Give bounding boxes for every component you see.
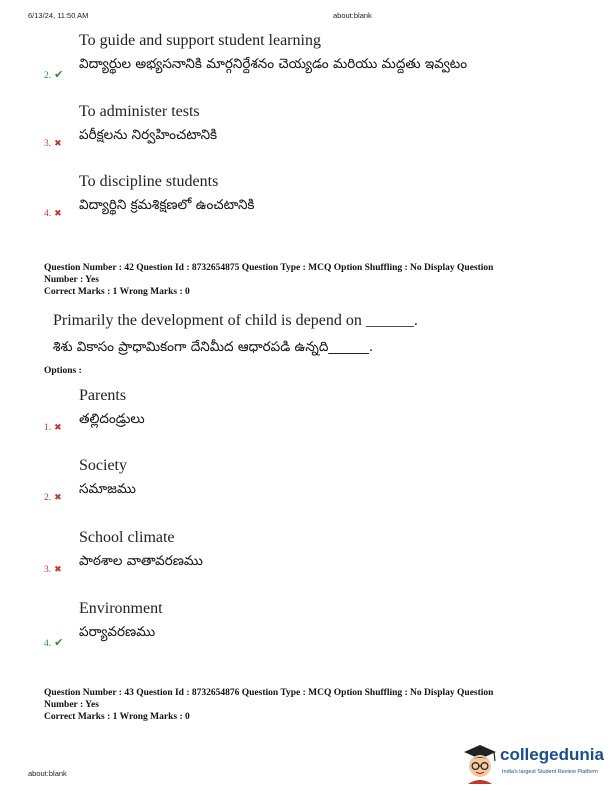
question-text-te: శిశు వికాసం ప్రాధామికంగా దేనిమీద ఆధారపడి ఉన్నది______. [53, 339, 374, 355]
option-text-en: School climate [79, 529, 175, 546]
collegedunia-logo [462, 742, 607, 787]
option-number: 1. ✖ [44, 423, 62, 433]
option-row [44, 32, 584, 92]
option-row [44, 457, 584, 517]
option-text-te: పాఠశాల వాతావరణము [79, 553, 203, 569]
options-label: Options : [44, 366, 82, 376]
option-text-te: విద్యార్థుల అభ్యసనానికి మార్గనిర్దేశనం చెయ్యడం మరియు మద్దతు ఇవ్వటం [79, 56, 468, 72]
cross-icon: ✖ [54, 565, 62, 575]
cross-icon: ✖ [54, 139, 62, 149]
print-datetime: 6/13/24, 11:50 AM [28, 11, 89, 20]
option-text-te: పర్యావరణము [79, 624, 156, 640]
brand-name: collegedunia [500, 745, 604, 764]
mascot-icon [462, 742, 502, 787]
option-row [44, 529, 584, 589]
option-text-en: To administer tests [79, 103, 200, 120]
option-text-en: Parents [79, 387, 127, 404]
option-text-te: పరీక్షలను నిర్వహించటానికి [79, 127, 218, 143]
option-number: 4. ✔ [44, 636, 64, 649]
option-number: 4. ✖ [44, 209, 62, 219]
option-text-te: విద్యార్థిని క్రమశిక్షణలో ఉంచటానికి [79, 197, 255, 213]
option-text-en: To guide and support student learning [79, 32, 321, 49]
option-number: 2. ✔ [44, 68, 64, 81]
cross-icon: ✖ [54, 423, 62, 433]
cross-icon: ✖ [54, 493, 62, 503]
option-row [44, 173, 584, 233]
option-text-te: తల్లిదండ్రులు [79, 411, 145, 427]
question-meta: Question Number : 42 Question Id : 8732654875 Question Type : MCQ Option Shuffling : No Display Question Number : Yes Correct Marks : 1 Wrong Marks : 0 [44, 263, 494, 297]
option-row [44, 600, 584, 660]
option-row [44, 387, 584, 447]
option-number: 3. ✖ [44, 139, 62, 149]
cross-icon: ✖ [54, 209, 62, 219]
option-text-en: Environment [79, 600, 163, 617]
check-icon: ✔ [54, 636, 64, 649]
print-footer-url: about:blank [28, 769, 67, 778]
option-text-te: సమాజము [79, 481, 136, 497]
print-page-title: about:blank [333, 11, 372, 20]
option-number: 2. ✖ [44, 493, 62, 503]
question-meta: Question Number : 43 Question Id : 8732654876 Question Type : MCQ Option Shuffling : No Display Question Number : Yes Correct Marks : 1 Wrong Marks : 0 [44, 688, 494, 722]
brand-tagline: India's largest Student Review Platform [502, 769, 598, 775]
option-text-en: Society [79, 457, 127, 474]
option-row [44, 103, 584, 163]
option-text-en: To discipline students [79, 173, 219, 190]
option-number: 3. ✖ [44, 565, 62, 575]
question-text-en: Primarily the development of child is depend on ______. [53, 312, 418, 329]
check-icon: ✔ [54, 68, 64, 81]
